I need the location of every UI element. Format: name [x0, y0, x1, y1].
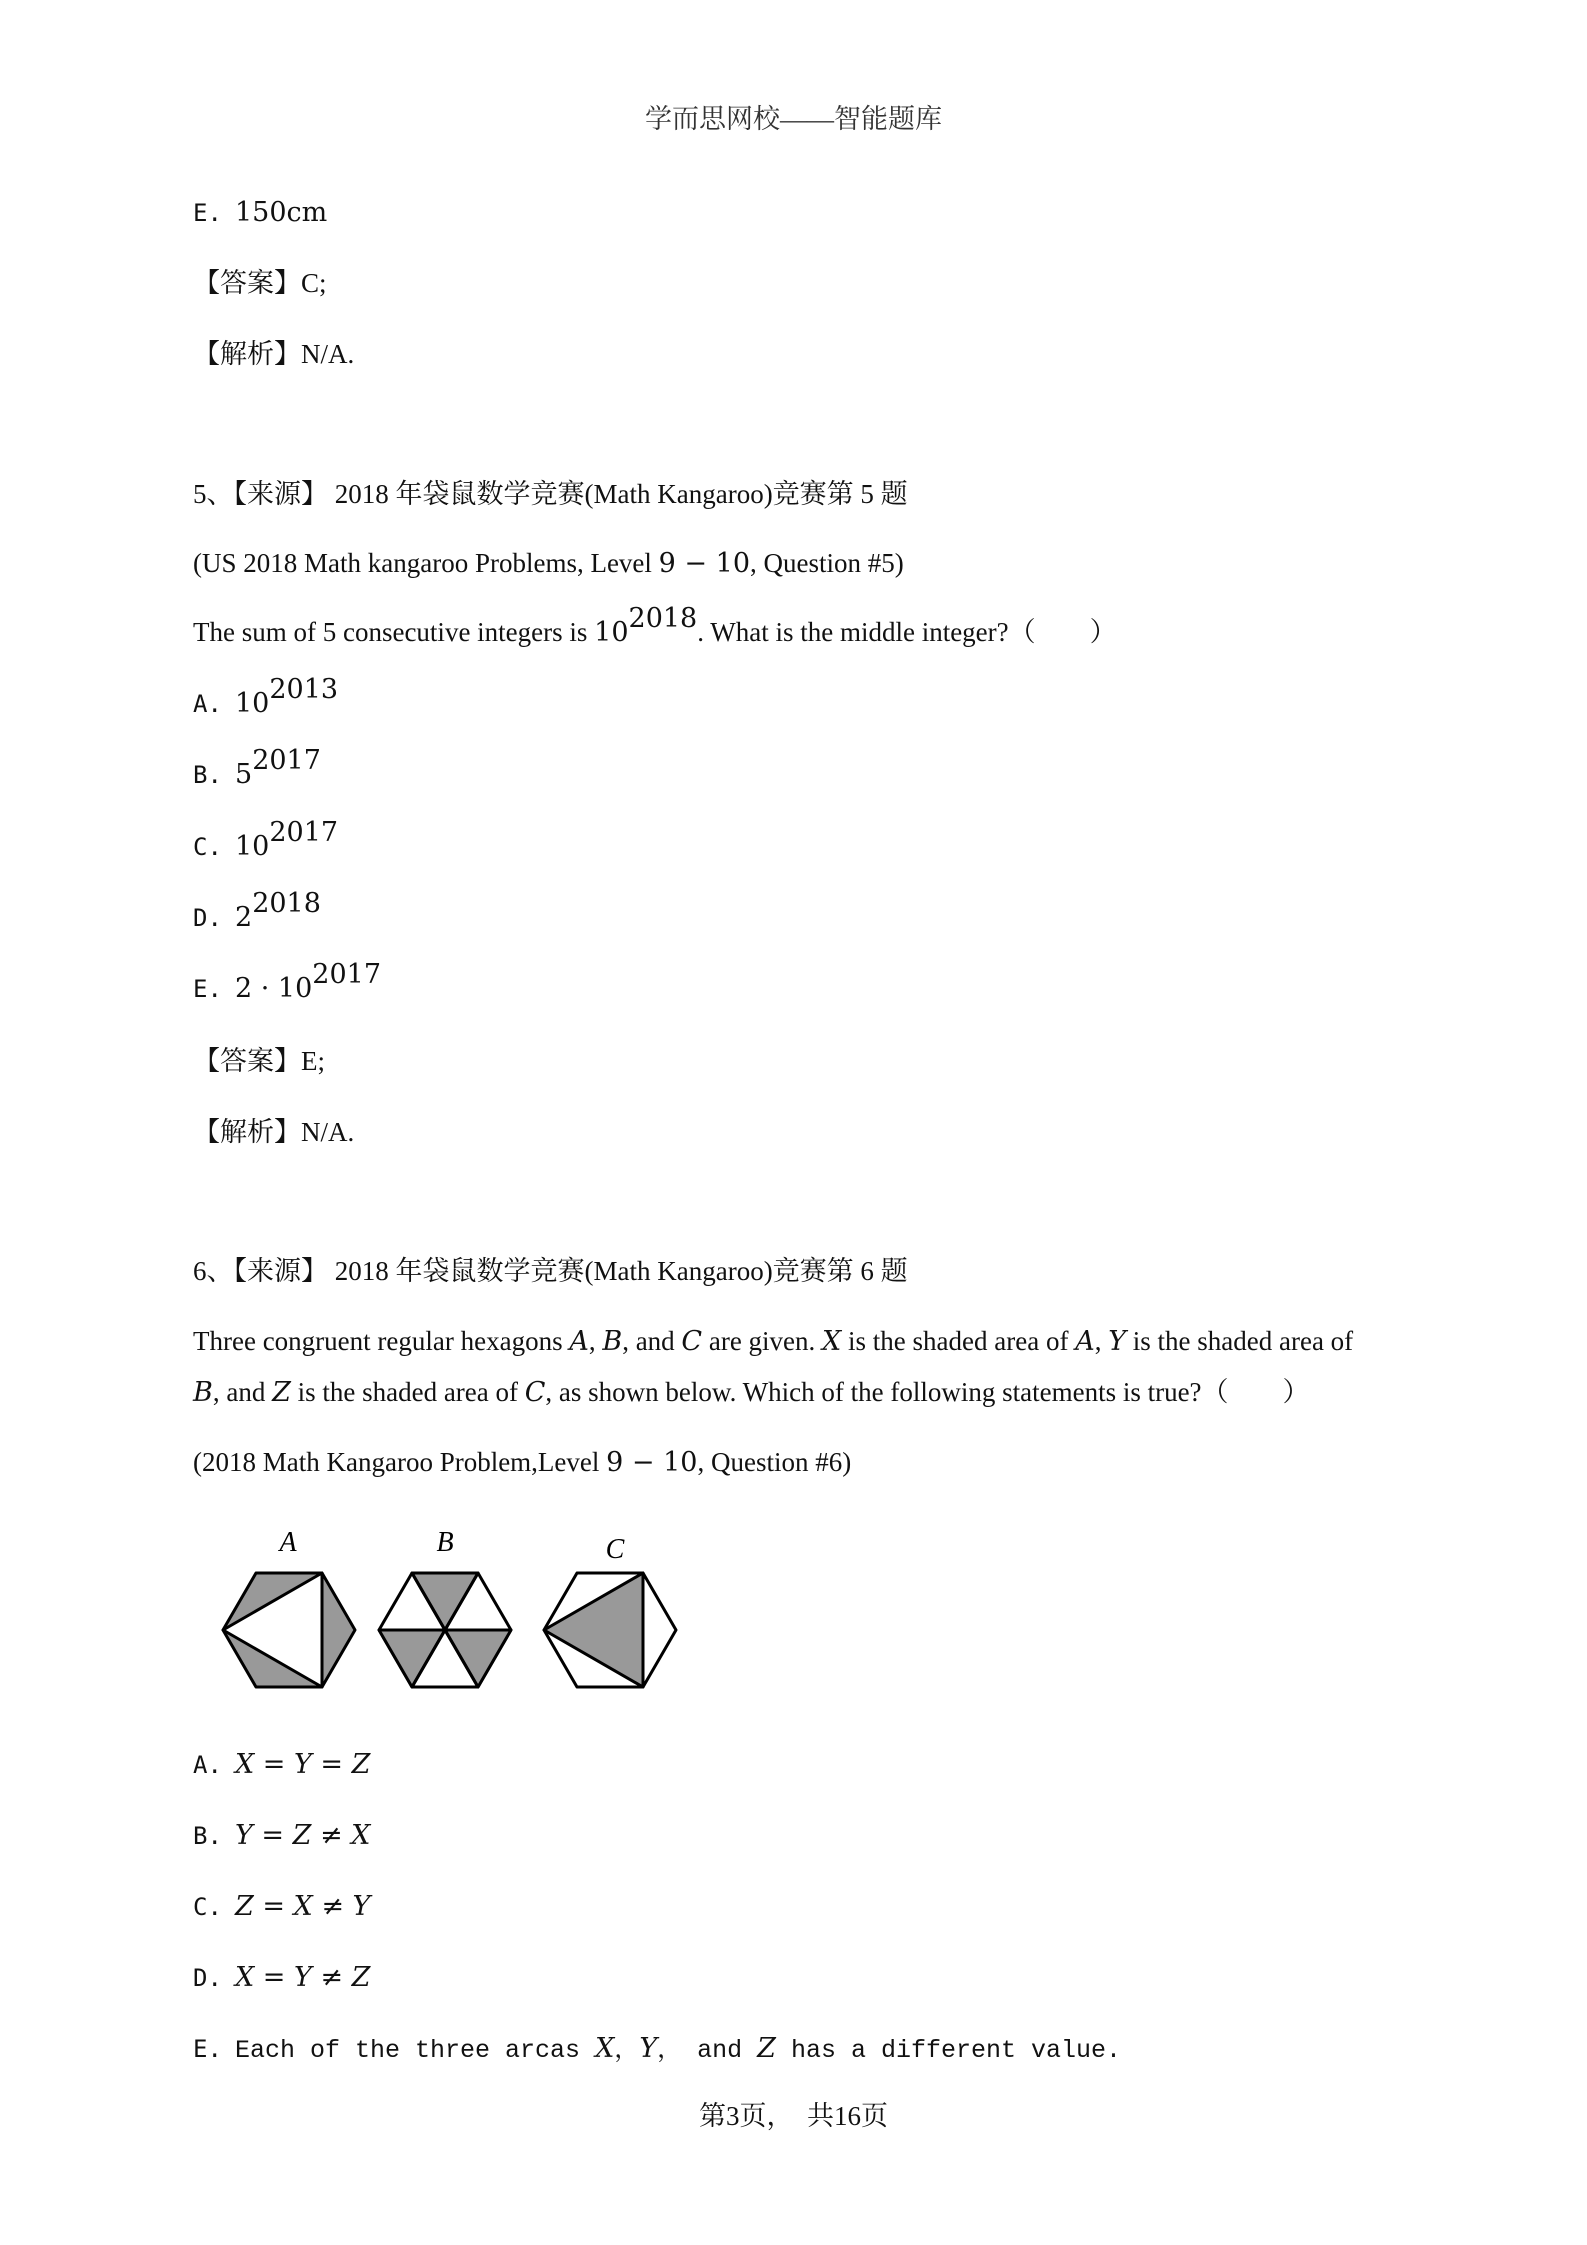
stem-text: , and: [622, 1326, 682, 1356]
math-var-b: B: [602, 1326, 623, 1357]
option-letter: E.: [193, 199, 222, 227]
answer-value: C;: [301, 268, 327, 298]
option-sep: ，: [657, 2036, 683, 2065]
hexagon-b: [379, 1573, 511, 1687]
answer-label: 【答案】: [193, 268, 301, 298]
reference-text-end: , Question #5): [750, 548, 904, 578]
option-letter: A.: [193, 1751, 222, 1779]
option-letter: C.: [193, 1893, 222, 1921]
q6-option-d: [193, 1959, 370, 1996]
option-sep: ，: [614, 2036, 640, 2065]
math-var-z: Z: [272, 1377, 291, 1408]
option-letter: C.: [193, 833, 222, 861]
figure-label-c: C: [605, 1534, 625, 1565]
option-text: Each of the three arcas: [235, 2036, 596, 2065]
option-letter: D.: [193, 904, 222, 932]
option-letter: B.: [193, 761, 222, 789]
stem-text: ,: [588, 1326, 603, 1356]
stem-text: The sum of 5 consecutive integers is: [193, 617, 595, 647]
option-value: 150cm: [235, 197, 328, 228]
q5-source: [193, 476, 908, 512]
option-text: and: [682, 2036, 758, 2065]
math-var-c: C: [681, 1326, 703, 1357]
hexagon-c: [544, 1573, 676, 1687]
option-exponent: 2017: [269, 817, 339, 848]
option-base: 10: [235, 688, 270, 719]
math-var-y: Y: [639, 2033, 658, 2064]
math-var-a: A: [1075, 1326, 1095, 1357]
source-label: 【来源】: [233, 1256, 328, 1286]
stem-text: Three congruent regular hexagons: [193, 1326, 570, 1356]
math-var-y: Y: [1108, 1326, 1127, 1357]
q5-option-e: [193, 959, 382, 1007]
option-base: 5: [235, 759, 253, 790]
q5-reference: [193, 545, 904, 582]
math-var-a: A: [569, 1326, 589, 1357]
figure-label-a: A: [279, 1527, 297, 1558]
stem-text: is the shaded area of: [1126, 1326, 1354, 1356]
option-exponent: 2017: [252, 745, 321, 776]
stem-text: ,: [1094, 1326, 1109, 1356]
q5-option-b: [193, 745, 321, 793]
option-exponent: 2018: [252, 888, 321, 919]
option-text: Y = Z ≠ X: [235, 1820, 371, 1851]
option-base: 2: [235, 902, 253, 933]
reference-text-end: , Question #6): [697, 1447, 852, 1477]
stem-text: , as shown below. Which of the following statements is true?（ ）: [545, 1377, 1310, 1407]
analysis-value: N/A.: [301, 1117, 355, 1147]
math-var-x: X: [822, 1326, 842, 1357]
q5-analysis: [193, 1114, 354, 1150]
option-letter: A.: [193, 690, 222, 718]
prev-analysis: [193, 336, 354, 372]
q5-option-c: [193, 817, 339, 865]
option-exponent: 2017: [312, 959, 382, 990]
reference-math: 9 − 10: [658, 548, 750, 579]
option-text: X = Y ≠ Z: [235, 1962, 371, 1993]
q6-option-b: [193, 1817, 370, 1854]
option-letter: E.: [193, 2035, 222, 2063]
q6-stem-line2: [193, 1374, 1310, 1411]
page-footer: 第3页， 共16页: [699, 2101, 888, 2131]
q6-stem-line1: [193, 1323, 1353, 1360]
source-text: 2018 年袋鼠数学竞赛(Math Kangaroo)竞赛第 6 题: [334, 1256, 908, 1286]
question-number: 6、: [193, 1256, 234, 1286]
math-var-c: C: [524, 1377, 546, 1408]
stem-text: are given.: [702, 1326, 823, 1356]
analysis-label: 【解析】: [193, 339, 301, 369]
prev-answer: [193, 265, 327, 301]
q6-option-c: [193, 1888, 370, 1925]
q5-option-d: [193, 888, 321, 936]
figure-label-b: B: [436, 1527, 454, 1558]
math-var-x: X: [595, 2033, 615, 2064]
reference-text: (US 2018 Math kangaroo Problems, Level: [193, 548, 659, 578]
q6-reference: [193, 1444, 851, 1481]
option-text: X = Y = Z: [235, 1749, 371, 1780]
q5-option-a: [193, 674, 339, 722]
stem-base: 10: [594, 617, 629, 648]
page-header: 学而思网校——智能题库: [645, 104, 942, 134]
q6-source: [193, 1253, 908, 1289]
q5-answer: [193, 1043, 325, 1079]
q6-option-a: [193, 1746, 370, 1783]
stem-text: , and: [212, 1377, 273, 1407]
hexagon-figure: [200, 1515, 700, 1695]
option-base: 10: [235, 831, 270, 862]
stem-text-end: . What is the middle integer?（ ）: [697, 617, 1117, 647]
math-var-z: Z: [757, 2033, 776, 2064]
q6-option-e: [193, 2030, 1121, 2069]
answer-label: 【答案】: [193, 1046, 301, 1076]
option-base: 2 · 10: [235, 973, 313, 1004]
option-letter: D.: [193, 1964, 222, 1992]
option-exponent: 2013: [269, 674, 339, 705]
reference-text: (2018 Math Kangaroo Problem,Level: [193, 1447, 607, 1477]
prev-option-e: [193, 194, 327, 231]
analysis-value: N/A.: [301, 339, 355, 369]
source-label: 【来源】: [233, 479, 328, 509]
stem-text: is the shaded area of: [841, 1326, 1076, 1356]
analysis-label: 【解析】: [193, 1117, 301, 1147]
question-number: 5、: [193, 479, 234, 509]
math-var-b: B: [193, 1377, 213, 1408]
option-text: Z = X ≠ Y: [235, 1891, 371, 1922]
option-letter: E.: [193, 975, 222, 1003]
q5-stem: [193, 603, 1117, 651]
source-text: 2018 年袋鼠数学竞赛(Math Kangaroo)竞赛第 5 题: [334, 479, 908, 509]
stem-exponent: 2018: [628, 603, 698, 634]
reference-math: 9 − 10: [606, 1447, 698, 1478]
hexagon-a: [223, 1573, 355, 1687]
option-text-end: has a different value.: [775, 2036, 1121, 2065]
option-letter: B.: [193, 1822, 222, 1850]
answer-value: E;: [301, 1046, 325, 1076]
stem-text: is the shaded area of: [290, 1377, 525, 1407]
